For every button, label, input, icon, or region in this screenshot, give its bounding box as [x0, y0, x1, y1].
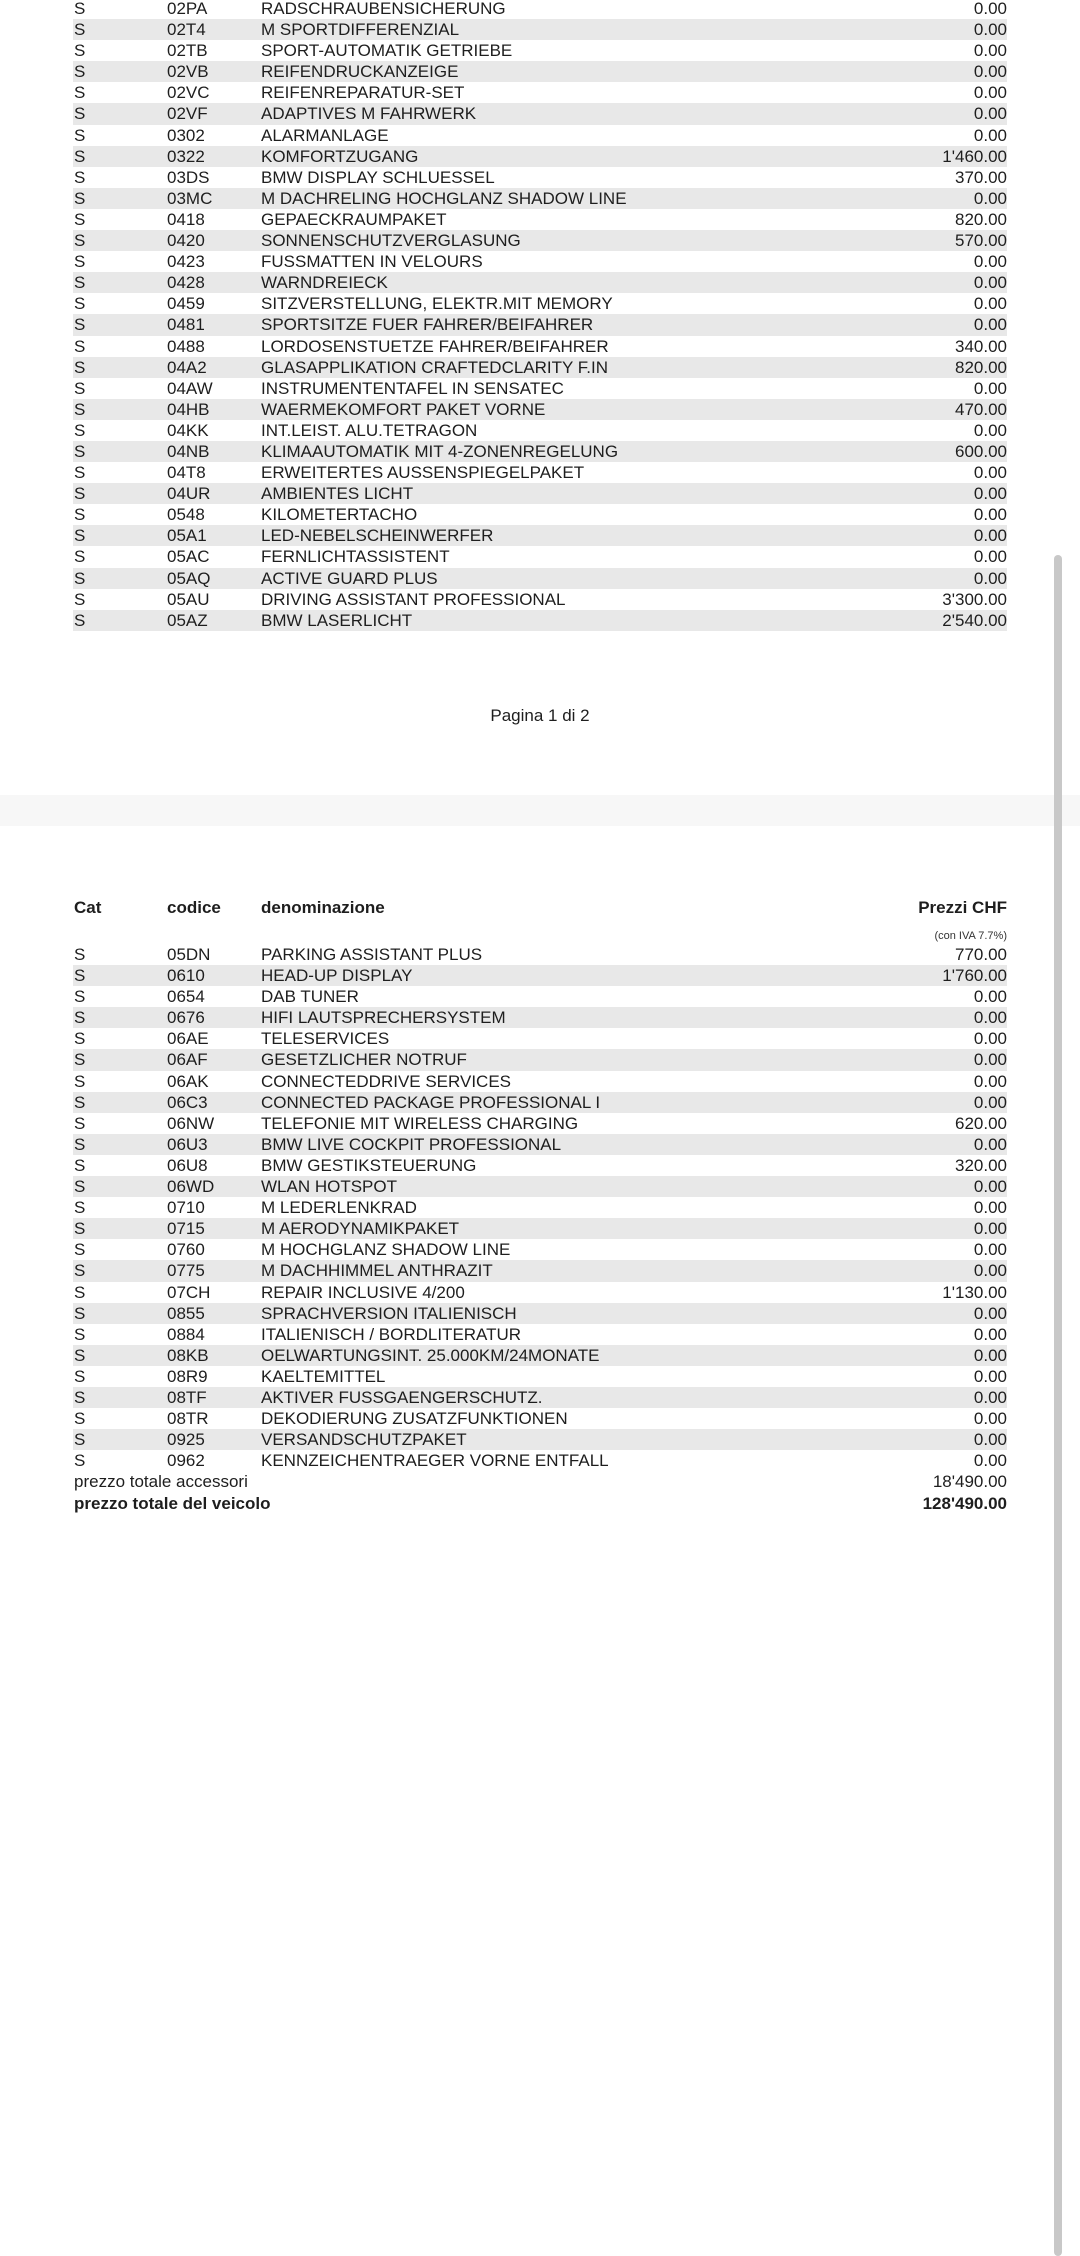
cell-price: 0.00 — [973, 41, 1007, 61]
cell-name: LED-NEBELSCHEINWERFER — [261, 526, 494, 546]
cell-cat: S — [74, 1451, 86, 1471]
cell-name: SPRACHVERSION ITALIENISCH — [261, 1303, 517, 1323]
cell-cat: S — [74, 589, 86, 609]
table-row — [73, 1387, 1007, 1408]
cell-price: 0.00 — [973, 526, 1007, 546]
table-row — [73, 1113, 1007, 1134]
table-row — [73, 378, 1007, 399]
cell-code: 0654 — [167, 987, 205, 1007]
cell-name: DAB TUNER — [261, 987, 359, 1007]
cell-name: WLAN HOTSPOT — [261, 1177, 398, 1197]
cell-name: M DACHHIMMEL ANTHRAZIT — [261, 1261, 493, 1281]
table-row — [73, 314, 1007, 335]
vat-note: (con IVA 7.7%) — [934, 930, 1007, 942]
cell-name: TELEFONIE MIT WIRELESS CHARGING — [261, 1113, 579, 1133]
table-row — [73, 336, 1007, 357]
vehicle-total-label: prezzo totale del veicolo — [74, 1493, 271, 1513]
table-row — [73, 1345, 1007, 1366]
cell-price: 340.00 — [955, 336, 1007, 356]
table-row — [73, 1092, 1007, 1113]
header-cat: Cat — [74, 898, 102, 917]
cell-name: M LEDERLENKRAD — [261, 1198, 417, 1218]
document-page-2 — [0, 826, 1080, 2256]
cell-code: 0302 — [167, 125, 205, 145]
table-row — [73, 965, 1007, 986]
cell-cat: S — [74, 1303, 86, 1323]
cell-price: 1'760.00 — [942, 966, 1007, 986]
cell-name: GLASAPPLIKATION CRAFTEDCLARITY F.IN — [261, 357, 609, 377]
cell-name: AKTIVER FUSSGAENGERSCHUTZ. — [261, 1387, 543, 1407]
vehicle-total-value: 128'490.00 — [922, 1493, 1007, 1513]
cell-code: 0423 — [167, 252, 205, 272]
table-header — [73, 898, 1007, 922]
cell-price: 1'460.00 — [942, 146, 1007, 166]
cell-cat: S — [74, 1198, 86, 1218]
table-row — [73, 103, 1007, 124]
table-row — [73, 399, 1007, 420]
cell-code: 0488 — [167, 336, 205, 356]
cell-name: DRIVING ASSISTANT PROFESSIONAL — [261, 589, 566, 609]
cell-name: REIFENDRUCKANZEIGE — [261, 62, 459, 82]
cell-price: 0.00 — [973, 83, 1007, 103]
cell-price: 0.00 — [973, 987, 1007, 1007]
cell-code: 08R9 — [167, 1366, 208, 1386]
table-row — [73, 40, 1007, 61]
cell-code: 05AQ — [167, 568, 211, 588]
cell-name: BMW LIVE COCKPIT PROFESSIONAL — [261, 1134, 562, 1154]
cell-cat: S — [74, 1430, 86, 1450]
cell-cat: S — [74, 273, 86, 293]
table-row — [73, 167, 1007, 188]
cell-cat: S — [74, 966, 86, 986]
cell-code: 08KB — [167, 1345, 209, 1365]
cell-cat: S — [74, 1240, 86, 1260]
cell-name: KOMFORTZUGANG — [261, 146, 419, 166]
cell-code: 0322 — [167, 146, 205, 166]
cell-cat: S — [74, 987, 86, 1007]
table-row — [73, 944, 1007, 965]
table-row — [73, 146, 1007, 167]
cell-code: 02VF — [167, 104, 208, 124]
cell-name: BMW GESTIKSTEUERUNG — [261, 1155, 477, 1175]
cell-price: 0.00 — [973, 125, 1007, 145]
cell-cat: S — [74, 1324, 86, 1344]
cell-name: GESETZLICHER NOTRUF — [261, 1050, 467, 1070]
cell-name: HEAD-UP DISPLAY — [261, 966, 413, 986]
cell-name: KENNZEICHENTRAEGER VORNE ENTFALL — [261, 1451, 609, 1471]
cell-code: 02VB — [167, 62, 209, 82]
cell-code: 06C3 — [167, 1092, 208, 1112]
cell-price: 0.00 — [973, 463, 1007, 483]
cell-code: 06AF — [167, 1050, 208, 1070]
cell-code: 04HB — [167, 399, 210, 419]
table-row — [73, 1028, 1007, 1049]
cell-price: 0.00 — [973, 1029, 1007, 1049]
cell-cat: S — [74, 610, 86, 630]
cell-name: RADSCHRAUBENSICHERUNG — [261, 0, 506, 18]
cell-code: 03MC — [167, 188, 213, 208]
cell-name: INT.LEIST. ALU.TETRAGON — [261, 420, 478, 440]
cell-code: 05AU — [167, 589, 210, 609]
cell-name: TELESERVICES — [261, 1029, 390, 1049]
cell-price: 0.00 — [973, 1345, 1007, 1365]
cell-cat: S — [74, 125, 86, 145]
table-row — [73, 1429, 1007, 1450]
cell-cat: S — [74, 1409, 86, 1429]
table-row — [73, 525, 1007, 546]
cell-name: ITALIENISCH / BORDLITERATUR — [261, 1324, 522, 1344]
options-table-page-1 — [73, 0, 1007, 631]
cell-name: SONNENSCHUTZVERGLASUNG — [261, 231, 521, 251]
cell-name: M HOCHGLANZ SHADOW LINE — [261, 1240, 511, 1260]
cell-code: 0459 — [167, 294, 205, 314]
accessories-total-value: 18'490.00 — [932, 1472, 1007, 1492]
table-row — [73, 19, 1007, 40]
cell-code: 0481 — [167, 315, 205, 335]
cell-code: 0710 — [167, 1198, 205, 1218]
cell-price: 0.00 — [973, 1198, 1007, 1218]
cell-price: 0.00 — [973, 420, 1007, 440]
header-code: codice — [167, 898, 221, 917]
table-row — [73, 1408, 1007, 1429]
cell-name: SITZVERSTELLUNG, ELEKTR.MIT MEMORY — [261, 294, 613, 314]
header-price: Prezzi CHF — [918, 898, 1007, 917]
cell-price: 320.00 — [955, 1155, 1007, 1175]
cell-cat: S — [74, 1155, 86, 1175]
cell-name: REIFENREPARATUR-SET — [261, 83, 465, 103]
cell-price: 0.00 — [973, 1324, 1007, 1344]
cell-price: 370.00 — [955, 167, 1007, 187]
table-row — [73, 1218, 1007, 1239]
cell-cat: S — [74, 1261, 86, 1281]
cell-name: WARNDREIECK — [261, 273, 388, 293]
table-row — [73, 188, 1007, 209]
cell-name: PARKING ASSISTANT PLUS — [261, 945, 483, 964]
cell-cat: S — [74, 1071, 86, 1091]
table-row — [73, 1239, 1007, 1260]
table-row — [73, 504, 1007, 525]
cell-price: 0.00 — [973, 273, 1007, 293]
cell-code: 0610 — [167, 966, 205, 986]
table-row — [73, 230, 1007, 251]
cell-code: 07CH — [167, 1282, 211, 1302]
cell-cat: S — [74, 41, 86, 61]
table-row — [73, 1324, 1007, 1345]
cell-name: HIFI LAUTSPRECHERSYSTEM — [261, 1008, 506, 1028]
table-row — [73, 1007, 1007, 1028]
document-page-1 — [0, 0, 1080, 795]
table-row — [73, 125, 1007, 146]
cell-cat: S — [74, 378, 86, 398]
cell-code: 0855 — [167, 1303, 205, 1323]
cell-price: 0.00 — [973, 1303, 1007, 1323]
cell-price: 3'300.00 — [942, 589, 1007, 609]
table-row — [73, 0, 1007, 19]
cell-cat: S — [74, 1366, 86, 1386]
cell-name: INSTRUMENTENTAFEL IN SENSATEC — [261, 378, 564, 398]
cell-cat: S — [74, 568, 86, 588]
cell-name: BMW DISPLAY SCHLUESSEL — [261, 167, 495, 187]
cell-cat: S — [74, 1282, 86, 1302]
cell-price: 0.00 — [973, 568, 1007, 588]
cell-name: FERNLICHTASSISTENT — [261, 547, 450, 567]
table-row — [73, 1366, 1007, 1387]
cell-code: 0884 — [167, 1324, 205, 1344]
cell-code: 0925 — [167, 1430, 205, 1450]
table-row — [73, 568, 1007, 589]
cell-price: 770.00 — [955, 945, 1007, 964]
table-row — [73, 1260, 1007, 1281]
table-row — [73, 462, 1007, 483]
table-row — [73, 546, 1007, 567]
scrollbar-thumb[interactable] — [1054, 555, 1062, 2256]
options-table-page-2 — [73, 944, 1007, 1514]
cell-name: KILOMETERTACHO — [261, 505, 418, 525]
cell-name: ALARMANLAGE — [261, 125, 389, 145]
cell-code: 03DS — [167, 167, 210, 187]
cell-code: 0428 — [167, 273, 205, 293]
cell-price: 820.00 — [955, 357, 1007, 377]
cell-code: 02TB — [167, 41, 208, 61]
cell-code: 06AK — [167, 1071, 209, 1091]
table-row — [73, 272, 1007, 293]
cell-code: 08TR — [167, 1409, 209, 1429]
cell-price: 0.00 — [973, 1177, 1007, 1197]
cell-name: DEKODIERUNG ZUSATZFUNKTIONEN — [261, 1409, 568, 1429]
cell-cat: S — [74, 441, 86, 461]
table-row — [73, 1155, 1007, 1176]
cell-code: 02T4 — [167, 20, 206, 40]
cell-price: 0.00 — [973, 294, 1007, 314]
page-footer: Pagina 1 di 2 — [490, 706, 590, 725]
cell-name: KAELTEMITTEL — [261, 1366, 386, 1386]
table-row — [73, 293, 1007, 314]
cell-code: 02VC — [167, 83, 210, 103]
cell-price: 0.00 — [973, 1366, 1007, 1386]
cell-price: 0.00 — [973, 1387, 1007, 1407]
table-row — [73, 1071, 1007, 1092]
cell-cat: S — [74, 463, 86, 483]
cell-price: 1'130.00 — [942, 1282, 1007, 1302]
cell-code: 05DN — [167, 945, 211, 964]
table-row — [73, 1450, 1007, 1471]
cell-code: 06NW — [167, 1113, 215, 1133]
table-row — [73, 1303, 1007, 1324]
cell-cat: S — [74, 357, 86, 377]
cell-cat: S — [74, 1345, 86, 1365]
cell-code: 04KK — [167, 420, 209, 440]
cell-cat: S — [74, 146, 86, 166]
cell-price: 600.00 — [955, 441, 1007, 461]
table-row — [73, 209, 1007, 230]
cell-name: ACTIVE GUARD PLUS — [261, 568, 438, 588]
cell-name: LORDOSENSTUETZE FAHRER/BEIFAHRER — [261, 336, 609, 356]
cell-name: KLIMAAUTOMATIK MIT 4-ZONENREGELUNG — [261, 441, 619, 461]
cell-cat: S — [74, 1134, 86, 1154]
cell-cat: S — [74, 104, 86, 124]
table-row — [73, 589, 1007, 610]
cell-name: M SPORTDIFFERENZIAL — [261, 20, 460, 40]
table-row — [73, 1197, 1007, 1218]
cell-cat: S — [74, 1008, 86, 1028]
cell-code: 06AE — [167, 1029, 209, 1049]
cell-cat: S — [74, 1387, 86, 1407]
cell-code: 0962 — [167, 1451, 205, 1471]
table-row — [73, 610, 1007, 631]
cell-code: 05AZ — [167, 610, 208, 630]
table-row — [73, 483, 1007, 504]
cell-cat: S — [74, 20, 86, 40]
cell-price: 0.00 — [973, 1134, 1007, 1154]
cell-code: 04AW — [167, 378, 213, 398]
cell-code: 04A2 — [167, 357, 207, 377]
cell-cat: S — [74, 0, 86, 18]
cell-code: 0715 — [167, 1219, 205, 1239]
cell-cat: S — [74, 62, 86, 82]
table-row — [73, 420, 1007, 441]
cell-code: 06U3 — [167, 1134, 208, 1154]
cell-price: 2'540.00 — [942, 610, 1007, 630]
cell-name: CONNECTED PACKAGE PROFESSIONAL I — [261, 1092, 601, 1112]
cell-code: 0676 — [167, 1008, 205, 1028]
cell-code: 06WD — [167, 1177, 215, 1197]
cell-cat: S — [74, 167, 86, 187]
cell-price: 0.00 — [973, 1071, 1007, 1091]
cell-cat: S — [74, 399, 86, 419]
cell-price: 0.00 — [973, 1219, 1007, 1239]
cell-price: 570.00 — [955, 231, 1007, 251]
cell-code: 05AC — [167, 547, 210, 567]
cell-name: VERSANDSCHUTZPAKET — [261, 1430, 467, 1450]
cell-code: 0775 — [167, 1261, 205, 1281]
accessories-total-label: prezzo totale accessori — [74, 1472, 248, 1492]
accessories-total-row — [73, 1471, 1007, 1493]
cell-price: 0.00 — [973, 20, 1007, 40]
cell-price: 0.00 — [973, 1050, 1007, 1070]
cell-price: 0.00 — [973, 1430, 1007, 1450]
cell-price: 0.00 — [973, 1092, 1007, 1112]
cell-cat: S — [74, 315, 86, 335]
cell-price: 0.00 — [973, 547, 1007, 567]
cell-cat: S — [74, 231, 86, 251]
cell-code: 08TF — [167, 1387, 207, 1407]
cell-price: 820.00 — [955, 209, 1007, 229]
table-row — [73, 61, 1007, 82]
cell-price: 0.00 — [973, 188, 1007, 208]
cell-name: SPORTSITZE FUER FAHRER/BEIFAHRER — [261, 315, 594, 335]
cell-cat: S — [74, 209, 86, 229]
cell-cat: S — [74, 420, 86, 440]
cell-name: WAERMEKOMFORT PAKET VORNE — [261, 399, 546, 419]
cell-name: ADAPTIVES M FAHRWERK — [261, 104, 477, 124]
table-row — [73, 82, 1007, 103]
cell-price: 0.00 — [973, 1240, 1007, 1260]
cell-cat: S — [74, 526, 86, 546]
cell-name: AMBIENTES LICHT — [261, 484, 414, 504]
cell-cat: S — [74, 547, 86, 567]
cell-cat: S — [74, 336, 86, 356]
cell-code: 0418 — [167, 209, 205, 229]
cell-code: 06U8 — [167, 1155, 208, 1175]
cell-price: 0.00 — [973, 1261, 1007, 1281]
table-row — [73, 1176, 1007, 1197]
cell-price: 0.00 — [973, 505, 1007, 525]
cell-price: 470.00 — [955, 399, 1007, 419]
table-row — [73, 986, 1007, 1007]
cell-price: 0.00 — [973, 104, 1007, 124]
cell-cat: S — [74, 1113, 86, 1133]
cell-price: 0.00 — [973, 1409, 1007, 1429]
cell-cat: S — [74, 188, 86, 208]
table-row — [73, 251, 1007, 272]
cell-price: 0.00 — [973, 62, 1007, 82]
cell-code: 02PA — [167, 0, 208, 18]
cell-cat: S — [74, 1050, 86, 1070]
cell-code: 0548 — [167, 505, 205, 525]
cell-code: 05A1 — [167, 526, 207, 546]
cell-code: 04UR — [167, 484, 211, 504]
cell-cat: S — [74, 505, 86, 525]
cell-cat: S — [74, 252, 86, 272]
page-separator — [0, 795, 1080, 826]
cell-price: 0.00 — [973, 0, 1007, 18]
cell-price: 0.00 — [973, 1451, 1007, 1471]
cell-price: 0.00 — [973, 315, 1007, 335]
table-body — [73, 944, 1007, 1471]
table-row — [73, 1134, 1007, 1155]
cell-price: 0.00 — [973, 378, 1007, 398]
cell-code: 04T8 — [167, 463, 206, 483]
cell-name: REPAIR INCLUSIVE 4/200 — [261, 1282, 465, 1302]
cell-price: 0.00 — [973, 252, 1007, 272]
vehicle-total-row — [73, 1493, 1007, 1515]
cell-price: 0.00 — [973, 1008, 1007, 1028]
cell-name: FUSSMATTEN IN VELOURS — [261, 252, 483, 272]
cell-name: SPORT-AUTOMATIK GETRIEBE — [261, 41, 513, 61]
table-row — [73, 1282, 1007, 1303]
cell-name: OELWARTUNGSINT. 25.000KM/24MONATE — [261, 1345, 600, 1365]
cell-cat: S — [74, 945, 86, 964]
cell-cat: S — [74, 294, 86, 314]
cell-price: 0.00 — [973, 484, 1007, 504]
cell-cat: S — [74, 484, 86, 504]
cell-cat: S — [74, 1177, 86, 1197]
cell-cat: S — [74, 1092, 86, 1112]
cell-cat: S — [74, 83, 86, 103]
cell-name: GEPAECKRAUMPAKET — [261, 209, 447, 229]
cell-cat: S — [74, 1029, 86, 1049]
cell-code: 0420 — [167, 231, 205, 251]
cell-name: ERWEITERTES AUSSENSPIEGELPAKET — [261, 463, 585, 483]
cell-name: CONNECTEDDRIVE SERVICES — [261, 1071, 512, 1091]
table-row — [73, 357, 1007, 378]
cell-price: 620.00 — [955, 1113, 1007, 1133]
table-row — [73, 441, 1007, 462]
cell-cat: S — [74, 1219, 86, 1239]
cell-code: 04NB — [167, 441, 210, 461]
cell-code: 0760 — [167, 1240, 205, 1260]
table-row — [73, 1049, 1007, 1070]
cell-name: BMW LASERLICHT — [261, 610, 413, 630]
cell-name: M DACHRELING HOCHGLANZ SHADOW LINE — [261, 188, 627, 208]
header-name: denominazione — [261, 898, 385, 917]
cell-name: M AERODYNAMIKPAKET — [261, 1219, 460, 1239]
